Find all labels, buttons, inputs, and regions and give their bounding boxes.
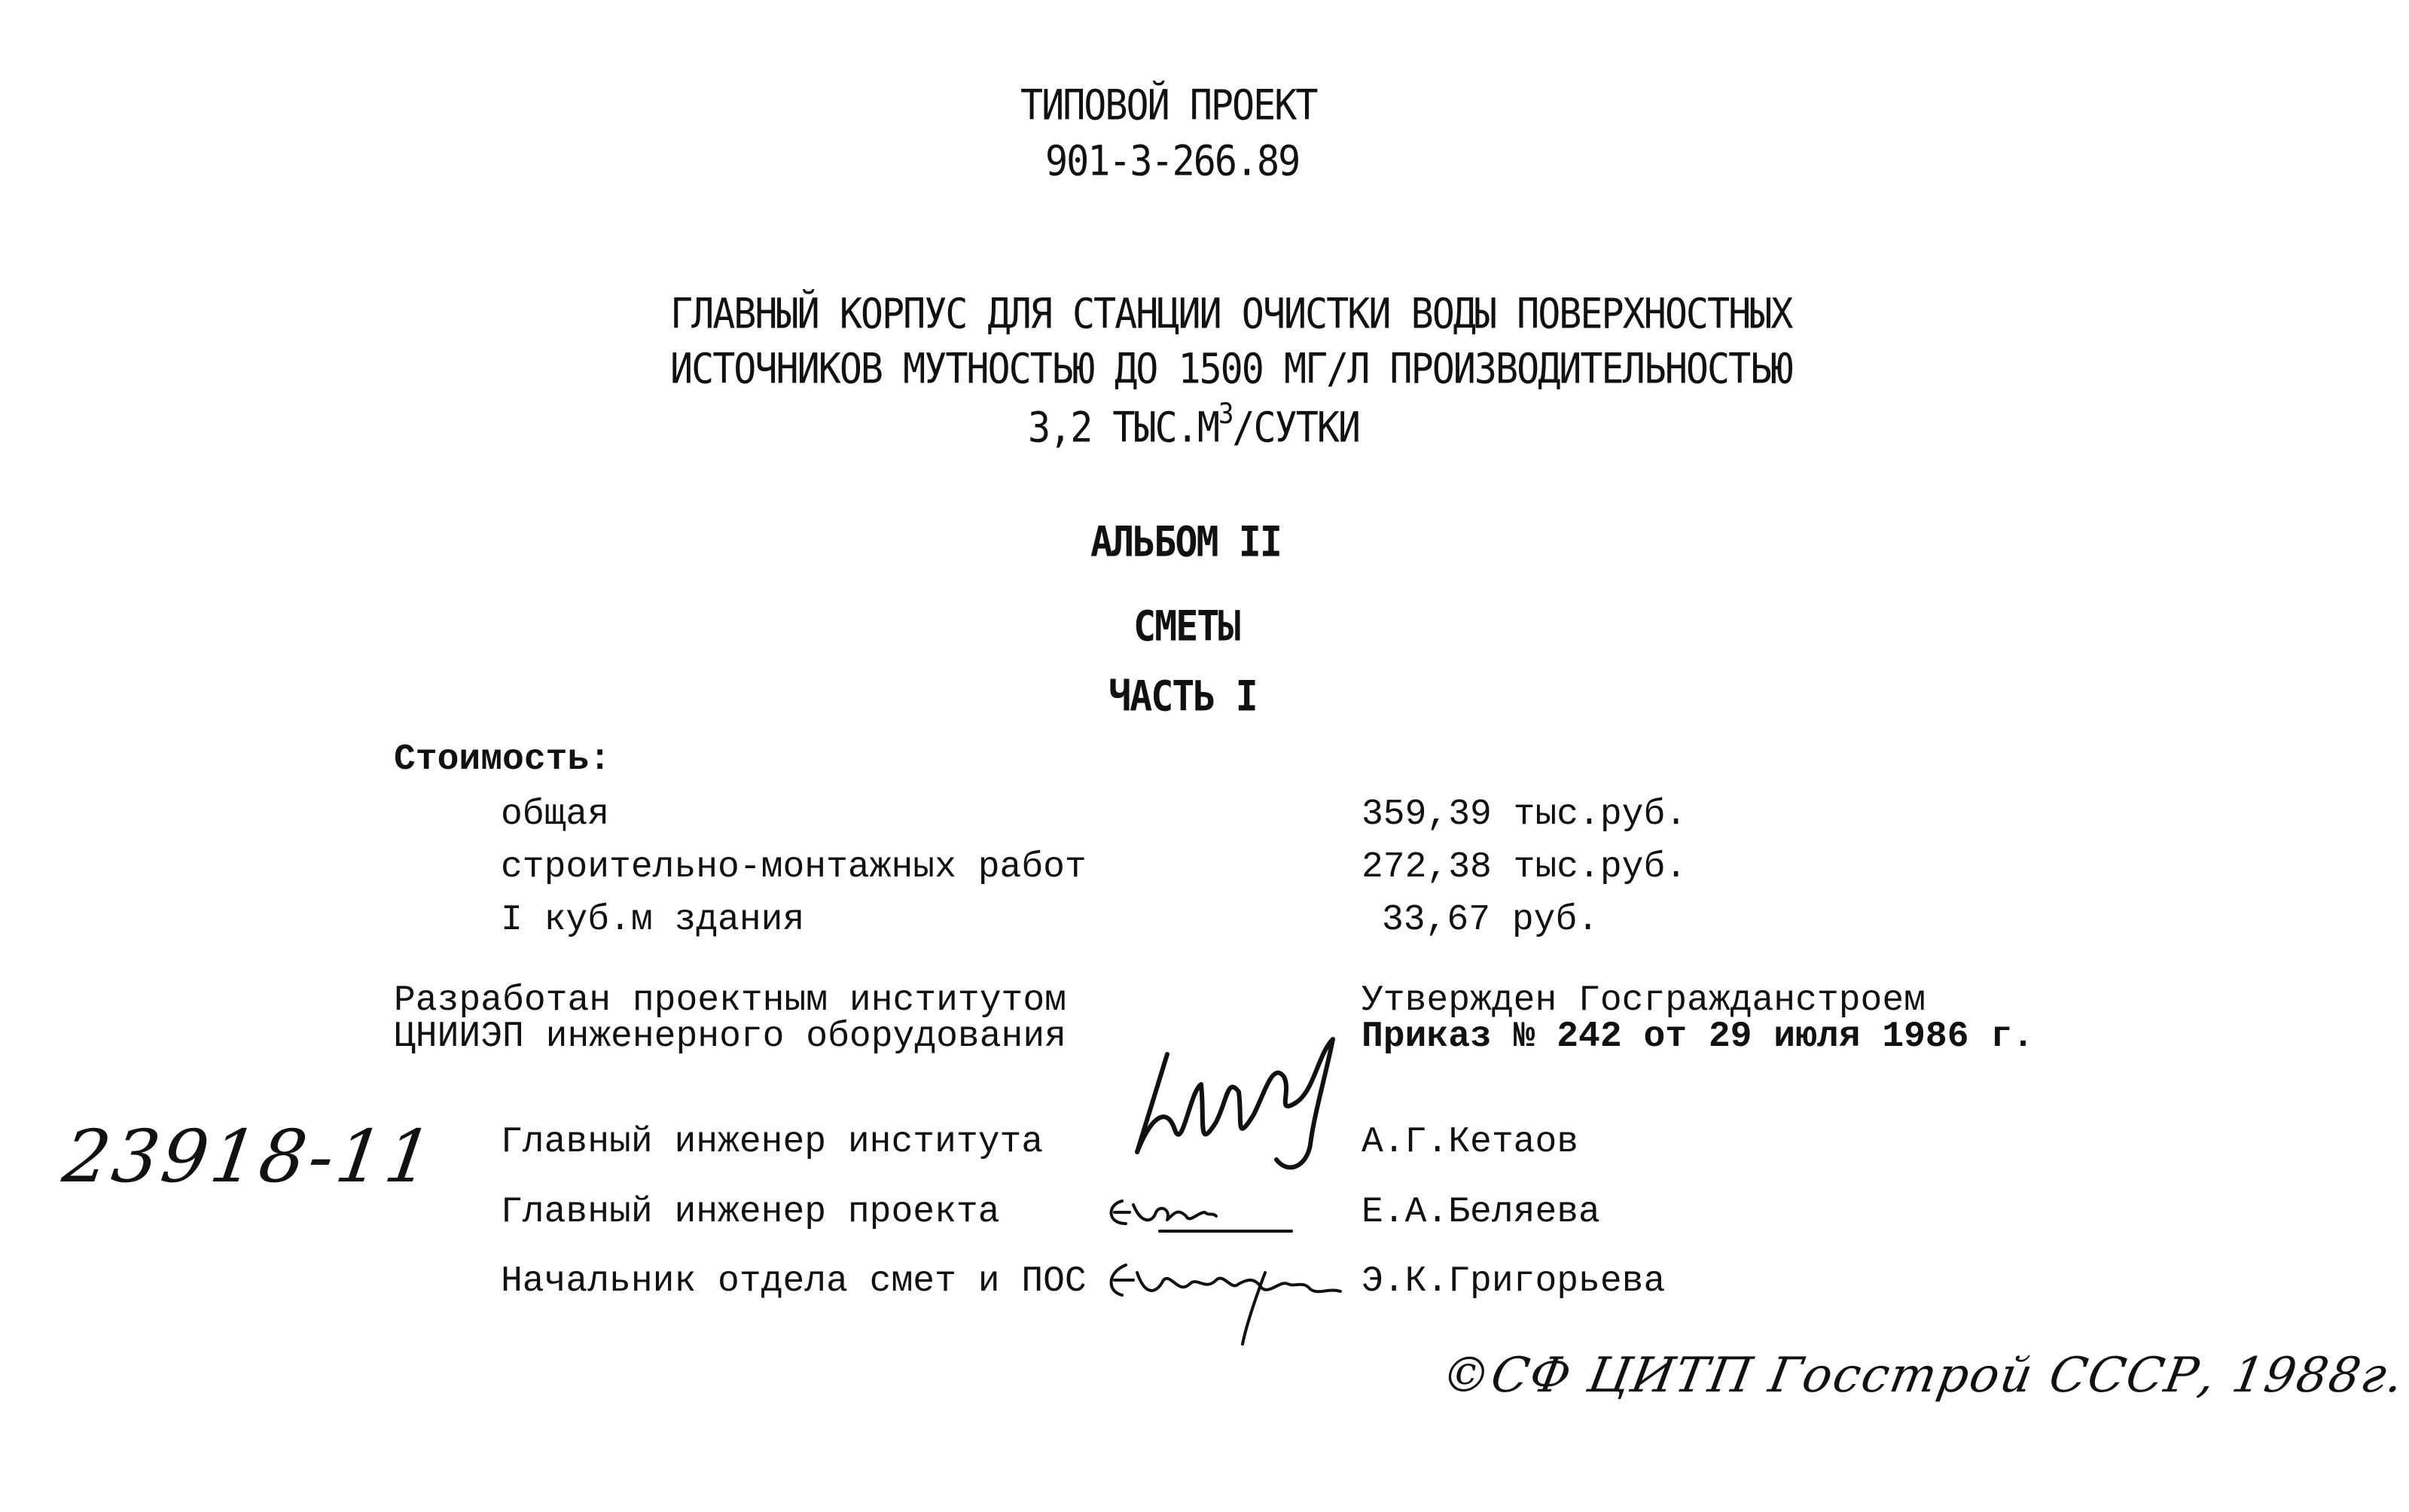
developer-line-2: ЦНИИЭП инженерного оборудования bbox=[394, 1017, 1066, 1057]
signatory-role-3: Начальник отдела смет и ПОС bbox=[501, 1261, 1087, 1302]
signatory-name-1: А.Г.Кетаов bbox=[1362, 1122, 1579, 1163]
cost-value-per-cubic-meter: 33,67 руб. bbox=[1382, 900, 1599, 940]
signature-chief-engineer-institute bbox=[1122, 1032, 1348, 1182]
title-line-3-superscript: 3 bbox=[1218, 398, 1233, 431]
album-label: АЛЬБОМ II bbox=[1090, 518, 1281, 566]
developer-line-1: Разработан проектным институтом bbox=[394, 980, 1066, 1021]
cost-heading: Стоимость: bbox=[394, 739, 611, 780]
section-label: СМЕТЫ bbox=[1133, 602, 1240, 651]
signatory-name-2: Е.А.Беляева bbox=[1362, 1192, 1600, 1233]
cost-label-construction: строительно-монтажных работ bbox=[501, 847, 1087, 888]
title-line-1: ГЛАВНЫЙ КОРПУС ДЛЯ СТАНЦИИ ОЧИСТКИ ВОДЫ ПОВЕРХНОСТНЫХ bbox=[670, 290, 1792, 338]
signature-chief-engineer-project bbox=[1099, 1190, 1303, 1242]
inventory-number: 23918-11 bbox=[58, 1114, 441, 1199]
title-line-3-prefix: 3,2 ТЫС.М bbox=[1028, 403, 1218, 452]
signatory-role-1: Главный инженер института bbox=[501, 1122, 1044, 1163]
doc-number: 901-3-266.89 bbox=[1045, 137, 1300, 185]
title-line-3-suffix: /СУТКИ bbox=[1232, 403, 1360, 452]
developer-block bbox=[394, 980, 1066, 1057]
signatory-name-3: Э.К.Григорьева bbox=[1362, 1261, 1666, 1302]
signature-head-of-estimates bbox=[1092, 1250, 1363, 1348]
copyright-stamp: ©СФ ЦИТП Госстрой СССР, 1988г. bbox=[1437, 1348, 2409, 1404]
cost-value-construction: 272,38 тыс.руб. bbox=[1362, 847, 1688, 888]
approval-line-1: Утвержден Госгражданстроем bbox=[1362, 980, 1926, 1021]
title-line-2: ИСТОЧНИКОВ МУТНОСТЬЮ ДО 1500 МГ/Л ПРОИЗВОДИТЕЛЬНОСТЬЮ bbox=[670, 345, 1792, 393]
cost-value-total: 359,39 тыс.руб. bbox=[1362, 794, 1688, 835]
approval-line-2: Приказ № 242 от 29 июля 1986 г. bbox=[1362, 1017, 2034, 1057]
doc-type: ТИПОВОЙ ПРОЕКТ bbox=[1020, 81, 1317, 130]
part-label: ЧАСТЬ I bbox=[1108, 672, 1257, 721]
cost-label-total: общая bbox=[501, 794, 610, 835]
cost-label-per-cubic-meter: I куб.м здания bbox=[501, 900, 805, 940]
title-line-3 bbox=[1028, 398, 1359, 452]
signatory-role-2: Главный инженер проекта bbox=[501, 1192, 1000, 1233]
approval-block bbox=[1362, 980, 2034, 1057]
